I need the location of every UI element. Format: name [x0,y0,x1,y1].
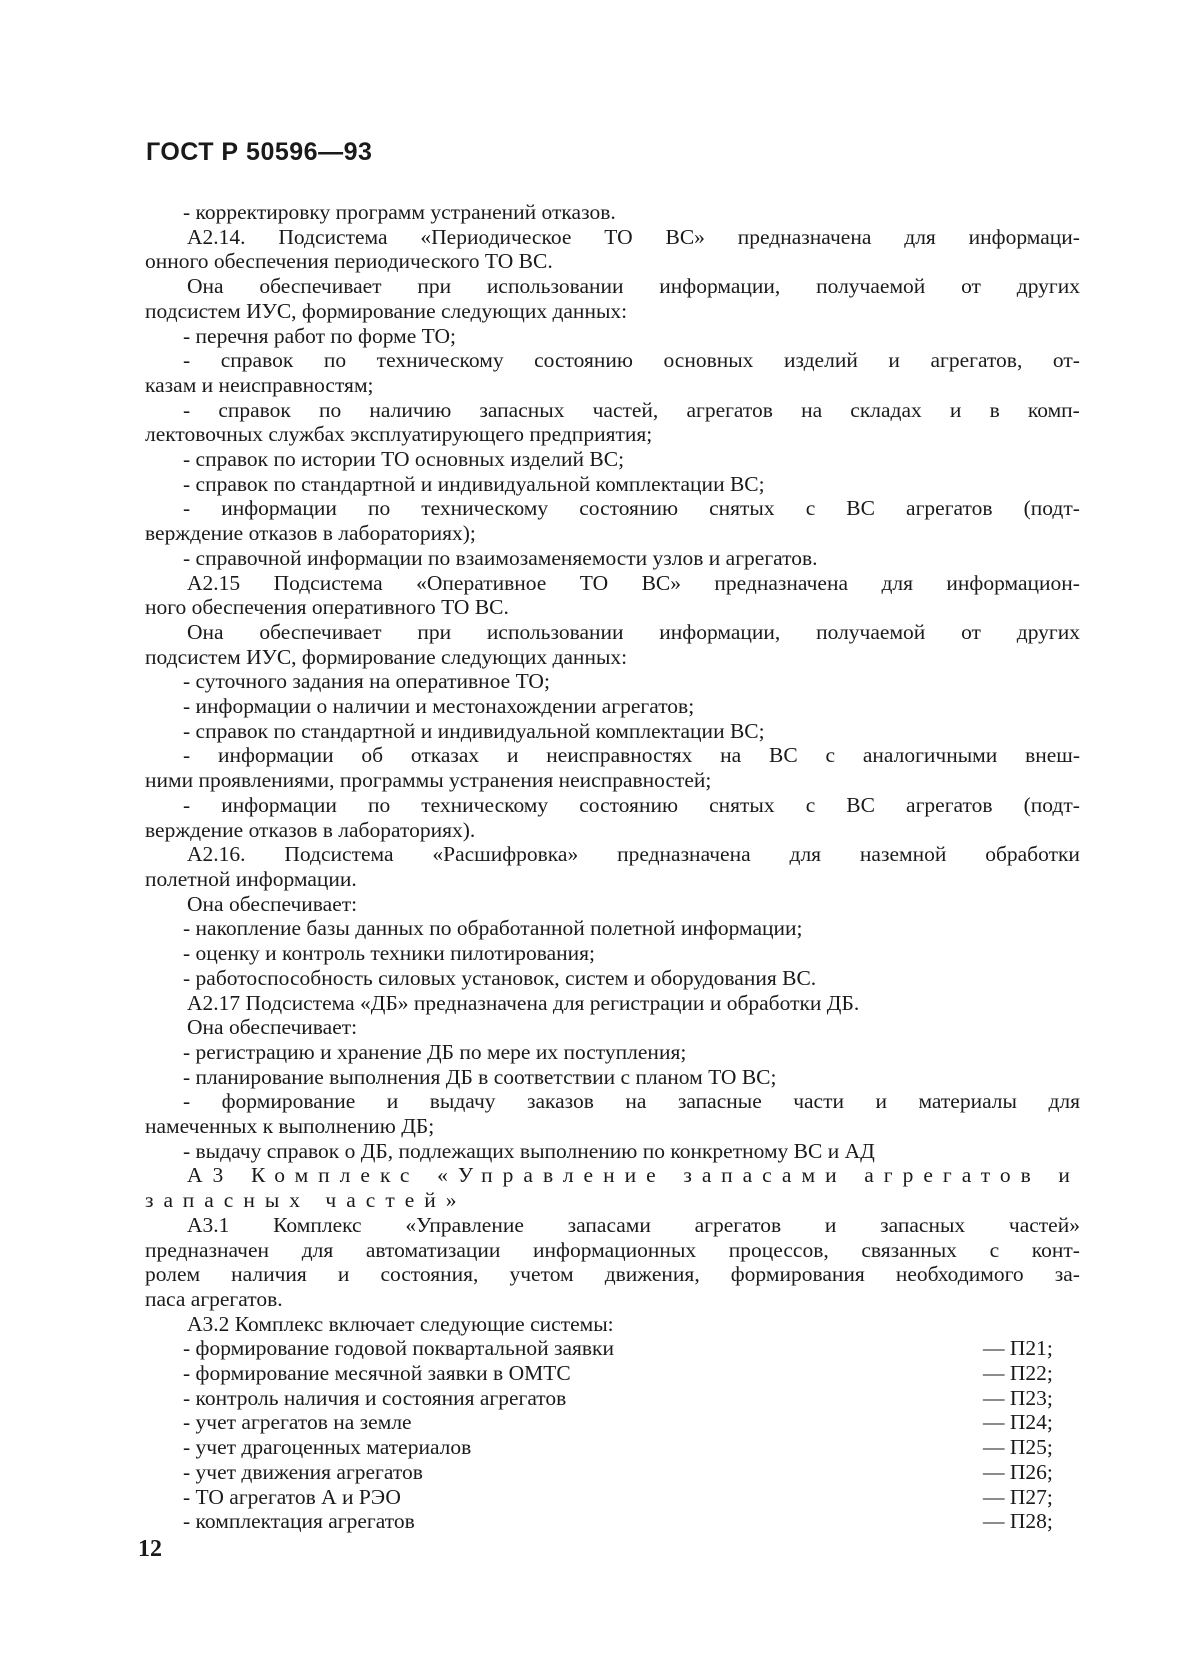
text-line: онного обеспечения периодического ТО ВС. [145,249,553,274]
text-line: - справок по стандартной и индивидуальной комплектации ВС; [183,718,765,743]
text-line: Она обеспечивает: [187,891,358,916]
text-line: А2.15 Подсистема «Оперативное ТО ВС» предназначена для информацион- [187,570,1080,595]
text-line: подсистем ИУС, формирование следующих данных: [145,298,628,323]
text-line: А3.2 Комплекс включает следующие системы: [187,1311,614,1336]
text-line: А3 Комплекс «Управление запасами агрегатов и [187,1163,1080,1188]
text-line: А2.16. Подсистема «Расшифровка» предназначена для наземной обработки [187,842,1080,867]
text-line: ролем наличия и состояния, учетом движения, формирования необходимого за- [145,1262,1080,1287]
text-line: верждение отказов в лабораториях). [145,817,476,842]
document-body [145,200,1080,1534]
text-line: Она обеспечивает при использовании информации, получаемой от других [187,619,1080,644]
list-item [145,1410,1080,1435]
text-line: - регистрацию и хранение ДБ по мере их поступления; [183,1039,687,1064]
system-code: — П25; [983,1435,1053,1460]
text-line: лектовочных службах эксплуатирующего предприятия; [145,422,653,447]
text-line: - формирование и выдачу заказов на запасные части и материалы для [183,1089,1080,1114]
text-line: А2.14. Подсистема «Периодическое ТО ВС» предназначена для информаци- [187,224,1080,249]
text-line: подсистем ИУС, формирование следующих данных: [145,644,628,669]
text-line: - работоспособность силовых установок, систем и оборудования ВС. [183,965,817,990]
text-line: казам и неисправностям; [145,372,374,397]
system-code: — П26; [983,1459,1053,1484]
system-name: - комплектация агрегатов [183,1509,415,1534]
text-line: - информации по техническому состоянию снятых с ВС агрегатов (подт- [183,496,1080,521]
text-line: - корректировку программ устранений отказов. [183,200,616,224]
text-line: - суточного задания на оперативное ТО; [183,669,550,694]
system-code: — П24; [983,1410,1053,1435]
system-name: - формирование годовой поквартальной заявки [183,1336,614,1361]
text-line: намеченных к выполнению ДБ; [145,1114,435,1139]
text-line: полетной информации. [145,866,357,891]
text-line: ними проявлениями, программы устранения неисправностей; [145,768,712,793]
system-name: - ТО агрегатов А и РЭО [183,1484,401,1509]
document-header: ГОСТ Р 50596—93 [146,138,373,166]
text-line: - справок по техническому состоянию основных изделий и агрегатов, от- [183,348,1080,373]
system-name: - учет агрегатов на земле [183,1410,412,1435]
system-name: - учет драгоценных материалов [183,1435,472,1460]
paragraph-lines [145,200,1080,1336]
list-item [145,1509,1080,1534]
list-item [145,1361,1080,1386]
text-line: - справок по стандартной и индивидуальной комплектации ВС; [183,471,765,496]
system-name: - формирование месячной заявки в ОМТС [183,1361,571,1386]
list-item [145,1386,1080,1411]
text-line: - справочной информации по взаимозаменяемости узлов и агрегатов. [183,545,818,570]
list-item [145,1435,1080,1460]
text-line: Она обеспечивает: [187,1015,358,1040]
text-line: - информации по техническому состоянию снятых с ВС агрегатов (подт- [183,792,1080,817]
text-line: - справок по наличию запасных частей, агрегатов на складах и в комп- [183,397,1080,422]
text-line: - накопление базы данных по обработанной полетной информации; [183,916,803,941]
text-line: ного обеспечения оперативного ТО ВС. [145,595,509,620]
text-line: - информации о наличии и местонахождении агрегатов; [183,694,695,719]
text-line: верждение отказов в лабораториях); [145,521,476,546]
system-code: — П22; [983,1361,1053,1386]
text-line: А3.1 Комплекс «Управление запасами агрегатов и запасных частей» [187,1212,1080,1237]
text-line: - выдачу справок о ДБ, подлежащих выполнению по конкретному ВС и АД [183,1138,875,1163]
system-code: — П23; [983,1385,1053,1410]
text-line: Она обеспечивает при использовании информации, получаемой от других [187,274,1080,299]
text-line: - планирование выполнения ДБ в соответствии с планом ТО ВС; [183,1064,777,1089]
system-name: - контроль наличия и состояния агрегатов [183,1385,567,1410]
text-line: А2.17 Подсистема «ДБ» предназначена для регистрации и обработки ДБ. [187,990,860,1015]
system-name: - учет движения агрегатов [183,1459,423,1484]
text-line: предназначен для автоматизации информационных процессов, связанных с конт- [145,1237,1080,1262]
text-line: - справок по истории ТО основных изделий ВС; [183,447,625,472]
system-code: — П28; [983,1509,1053,1534]
systems-list [145,1336,1080,1534]
text-line: - перечня работ по форме ТО; [183,323,457,348]
system-code: — П27; [983,1484,1053,1509]
system-code: — П21; [983,1336,1053,1361]
list-item [145,1336,1080,1361]
text-line: - оценку и контроль техники пилотирования; [183,941,596,966]
list-item [145,1485,1080,1510]
text-line: - информации об отказах и неисправностях на ВС с аналогичными внеш- [183,743,1080,768]
text-line: паса агрегатов. [145,1286,283,1311]
text-line: запасных частей» [145,1188,467,1213]
list-item [145,1460,1080,1485]
page-number: 12 [138,1536,162,1562]
